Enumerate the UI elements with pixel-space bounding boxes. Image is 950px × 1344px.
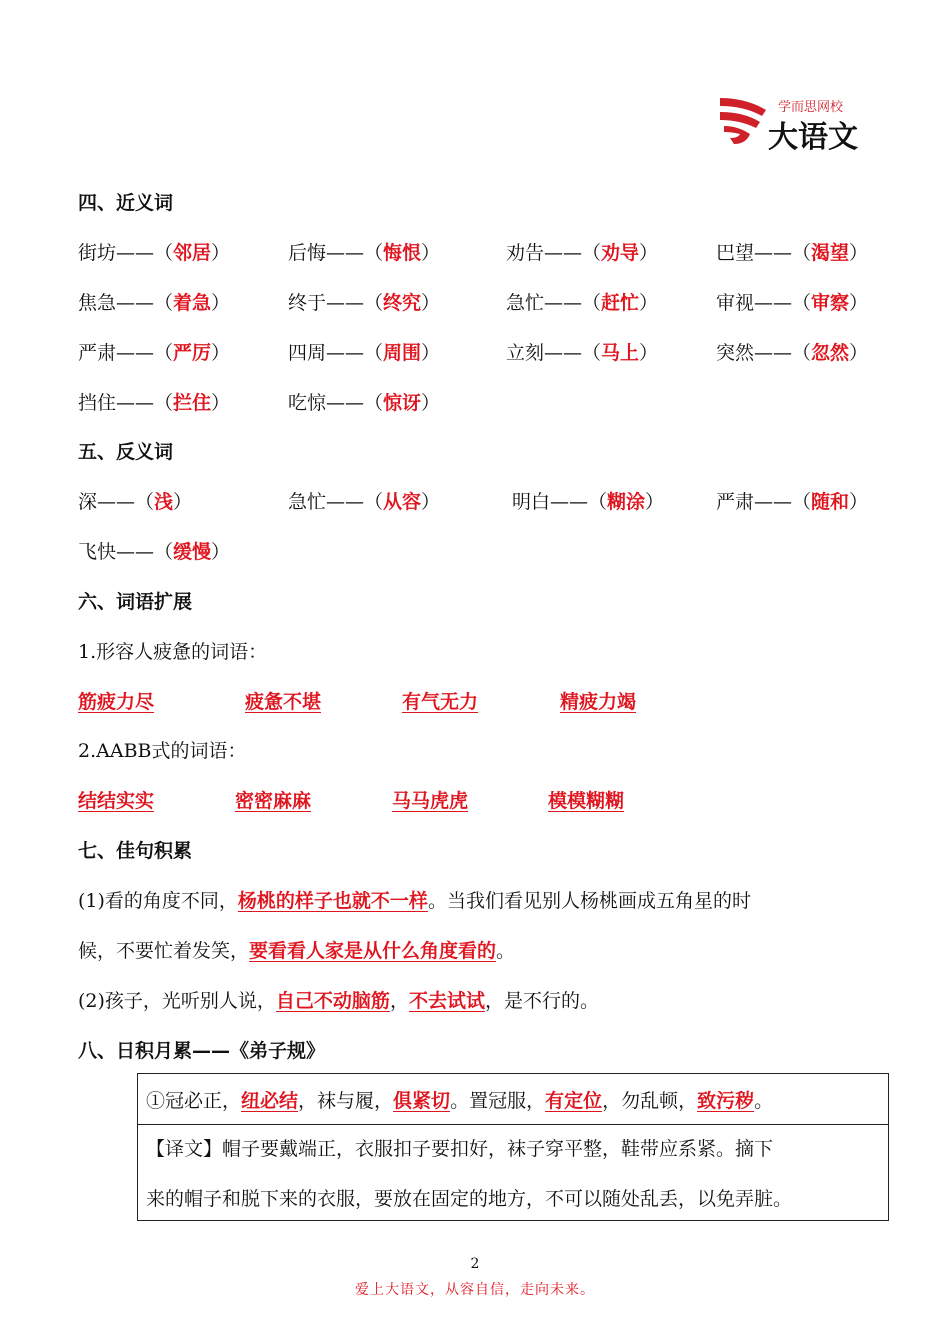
expansion-answer: 结结实实 (78, 790, 155, 812)
logo-mark-icon (716, 94, 772, 146)
sentence-1-line-1 (78, 886, 751, 913)
section-heading-word-expansion: 六、词语扩展 (78, 591, 193, 613)
word: 突然 (716, 342, 755, 364)
word-pair (288, 288, 440, 315)
word-pair (716, 487, 868, 514)
dash-separator: ——（ (754, 292, 812, 314)
answer: 赶忙 (601, 292, 640, 314)
logo-subtitle: 学而思网校 (778, 100, 844, 115)
dash-separator: ——（ (97, 491, 155, 513)
dash-separator: ——（ (754, 491, 812, 513)
answer: 惊讶 (383, 392, 422, 414)
word-pair (716, 238, 868, 265)
word-pair (716, 338, 868, 365)
close-paren: ） (211, 242, 231, 264)
verse-answer: 纽必结 (241, 1090, 299, 1112)
word-pair (716, 288, 868, 315)
close-paren: ） (639, 242, 659, 264)
dizigui-verse-row (138, 1074, 888, 1125)
word: 急忙 (506, 292, 545, 314)
footer-slogan: 爱上大语文，从容自信，走向未来。 (355, 1282, 595, 1298)
expansion-answer: 精疲力竭 (560, 691, 637, 713)
answer: 周围 (383, 342, 422, 364)
verse-text: ，袜与履， (298, 1090, 394, 1112)
sentence-2 (78, 986, 599, 1013)
dash-separator: ——（ (326, 342, 384, 364)
word-pair (78, 288, 230, 315)
word-pair (78, 388, 230, 415)
word-pair (78, 537, 230, 564)
close-paren: ） (421, 292, 441, 314)
expansion-question-2: 2.AABB式的词语： (78, 740, 247, 762)
close-paren: ） (173, 491, 193, 513)
word: 飞快 (78, 541, 117, 563)
word: 深 (78, 491, 98, 513)
section-heading-daily-accumulation: 八、日积月累——《弟子规》 (78, 1040, 326, 1062)
word: 立刻 (506, 342, 545, 364)
answer: 着急 (173, 292, 212, 314)
sentence-text: (2)孩子，光听别人说， (78, 990, 276, 1012)
sentence-text: 。 (496, 940, 516, 962)
word-pair (288, 388, 440, 415)
word: 劝告 (506, 242, 545, 264)
answer: 拦住 (173, 392, 212, 414)
word: 明白 (512, 491, 551, 513)
section-heading-synonyms: 四、近义词 (78, 192, 174, 214)
word-pair (78, 338, 230, 365)
sentence-text: 。当我们看见别人杨桃画成五角星的时 (427, 890, 751, 912)
answer: 审察 (811, 292, 850, 314)
answer: 糊涂 (607, 491, 646, 513)
sentence-answer: 不去试试 (408, 990, 485, 1012)
word: 急忙 (288, 491, 327, 513)
word: 终于 (288, 292, 327, 314)
word: 四周 (288, 342, 327, 364)
answer: 严厉 (173, 342, 212, 364)
expansion-answer: 密密麻麻 (235, 790, 312, 812)
dizigui-box (137, 1073, 889, 1221)
answer: 悔恨 (383, 242, 422, 264)
logo-title: 大语文 (768, 120, 858, 155)
word: 严肃 (78, 342, 117, 364)
expansion-answer: 疲惫不堪 (245, 691, 322, 713)
dash-separator: ——（ (116, 292, 174, 314)
expansion-answer: 筋疲力尽 (78, 691, 155, 713)
verse-answer: 致污秽 (697, 1090, 755, 1112)
sentence-answer: 自己不动脑筋 (275, 990, 390, 1012)
dash-separator: ——（ (326, 292, 384, 314)
word: 严肃 (716, 491, 755, 513)
answer: 缓慢 (173, 541, 212, 563)
close-paren: ） (639, 292, 659, 314)
dash-separator: ——（ (544, 292, 602, 314)
expansion-question-1: 1.形容人疲惫的词语： (78, 641, 268, 663)
answer: 渴望 (811, 242, 850, 264)
answer: 浅 (154, 491, 174, 513)
close-paren: ） (211, 292, 231, 314)
sentence-1-line-2 (78, 936, 515, 963)
close-paren: ） (211, 541, 231, 563)
word-pair (506, 338, 658, 365)
word-pair (506, 288, 658, 315)
verse-text: 。 (754, 1090, 774, 1112)
sentence-text: ， (389, 990, 409, 1012)
dash-separator: ——（ (326, 392, 384, 414)
sentence-answer: 要看看人家是从什么角度看的 (249, 940, 497, 962)
dash-separator: ——（ (754, 342, 812, 364)
dash-separator: ——（ (544, 242, 602, 264)
close-paren: ） (421, 242, 441, 264)
verse-text: ①冠必正， (146, 1090, 242, 1112)
translation-line-1: 【译文】帽子要戴端正，衣服扣子要扣好，袜子穿平整，鞋带应系紧。摘下 (146, 1138, 774, 1160)
expansion-answer: 有气无力 (402, 691, 479, 713)
dash-separator: ——（ (326, 491, 384, 513)
close-paren: ） (211, 342, 231, 364)
verse-answer: 俱紧切 (393, 1090, 451, 1112)
word-pair (78, 487, 192, 514)
word: 吃惊 (288, 392, 327, 414)
close-paren: ） (211, 392, 231, 414)
close-paren: ） (421, 392, 441, 414)
word-pair (288, 338, 440, 365)
word: 审视 (716, 292, 755, 314)
verse-answer: 有定位 (545, 1090, 603, 1112)
close-paren: ） (645, 491, 665, 513)
sentence-answer: 杨桃的样子也就不一样 (237, 890, 428, 912)
section-heading-antonyms: 五、反义词 (78, 441, 174, 463)
close-paren: ） (421, 491, 441, 513)
word-pair (288, 487, 440, 514)
close-paren: ） (849, 491, 869, 513)
word: 街坊 (78, 242, 117, 264)
close-paren: ） (849, 342, 869, 364)
page-number: 2 (470, 1256, 480, 1272)
dash-separator: ——（ (116, 242, 174, 264)
word-pair (288, 238, 440, 265)
close-paren: ） (849, 242, 869, 264)
word: 焦急 (78, 292, 117, 314)
dash-separator: ——（ (544, 342, 602, 364)
answer: 忽然 (811, 342, 850, 364)
section-heading-good-sentences: 七、佳句积累 (78, 840, 193, 862)
answer: 劝导 (601, 242, 640, 264)
dash-separator: ——（ (116, 541, 174, 563)
answer: 从容 (383, 491, 422, 513)
dash-separator: ——（ (754, 242, 812, 264)
sentence-text: ，是不行的。 (484, 990, 599, 1012)
verse-text: 。置冠服， (450, 1090, 546, 1112)
close-paren: ） (639, 342, 659, 364)
sentence-text: 候，不要忙着发笑， (78, 940, 250, 962)
brand-logo (716, 94, 866, 155)
close-paren: ） (421, 342, 441, 364)
expansion-answer: 模模糊糊 (548, 790, 625, 812)
word-pair (506, 238, 658, 265)
dash-separator: ——（ (116, 342, 174, 364)
close-paren: ） (849, 292, 869, 314)
answer: 马上 (601, 342, 640, 364)
answer: 邻居 (173, 242, 212, 264)
verse-text: ，勿乱顿， (602, 1090, 698, 1112)
translation-line-2: 来的帽子和脱下来的衣服，要放在固定的地方，不可以随处乱丢，以免弄脏。 (146, 1188, 793, 1210)
sentence-text: (1)看的角度不同， (78, 890, 238, 912)
dash-separator: ——（ (550, 491, 608, 513)
dash-separator: ——（ (326, 242, 384, 264)
expansion-answer: 马马虎虎 (392, 790, 469, 812)
dizigui-verse (146, 1086, 773, 1113)
dash-separator: ——（ (116, 392, 174, 414)
word: 巴望 (716, 242, 755, 264)
word: 后悔 (288, 242, 327, 264)
answer: 终究 (383, 292, 422, 314)
word-pair (78, 238, 230, 265)
word-pair (512, 487, 664, 514)
word: 挡住 (78, 392, 117, 414)
answer: 随和 (811, 491, 850, 513)
